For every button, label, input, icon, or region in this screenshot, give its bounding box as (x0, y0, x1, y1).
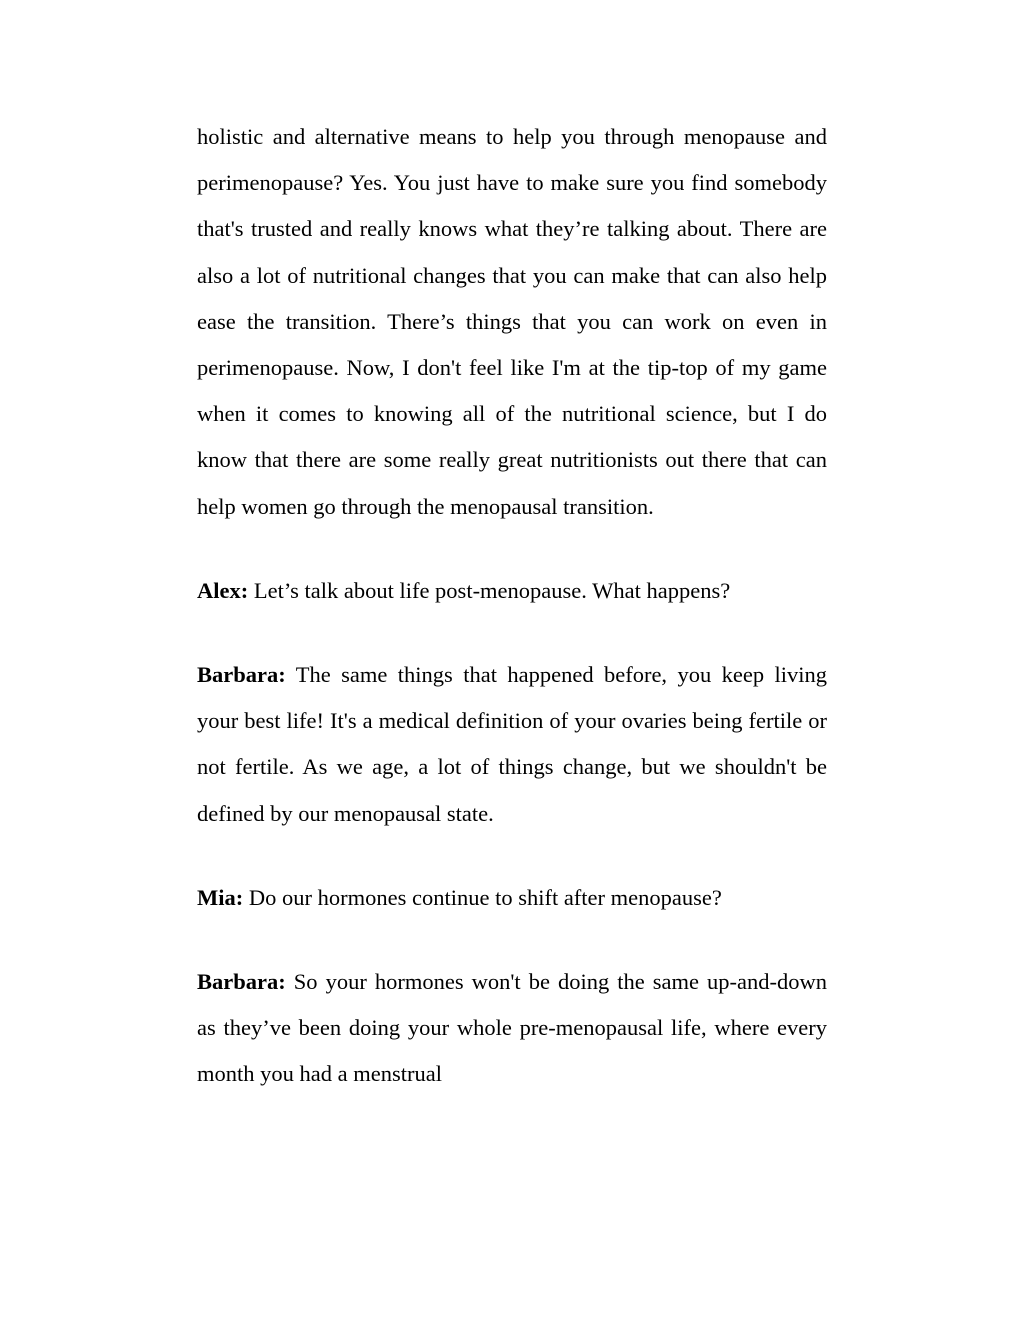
paragraph-text: holistic and alternative means to help you through menopause and perimenopause? Yes. You just have to make sure you find somebody that's trusted and really knows what they’re talking about. There are also a lot of nutritional changes that you can make that can also help ease the transition. There’s things that you can work on even in perimenopause. Now, I don't feel like I'm at the tip-top of my game when it comes to knowing all of the nutritional science, but I do know that there are some really great nutritionists out there that can help women go through the menopausal transition. (197, 124, 827, 519)
dialogue-paragraph-barbara (197, 959, 827, 1098)
paragraph-text: Let’s talk about life post-menopause. What happens? (253, 577, 731, 603)
dialogue-paragraph-alex (197, 568, 827, 614)
dialogue-paragraph-mia (197, 875, 827, 921)
document-page (197, 114, 827, 1098)
speaker-name: Alex: (197, 577, 249, 603)
paragraph-text: So your hormones won't be doing the same up-and-down as they’ve been doing your whole pre-menopausal life, where every month you had a menstrual (197, 969, 827, 1087)
paragraph-continuation (197, 114, 827, 530)
speaker-name: Barbara: (197, 969, 286, 995)
paragraph-text: Do our hormones continue to shift after menopause? (248, 884, 722, 910)
dialogue-paragraph-barbara (197, 652, 827, 837)
speaker-name: Barbara: (197, 662, 286, 688)
speaker-name: Mia: (197, 884, 244, 910)
paragraph-text: The same things that happened before, you keep living your best life! It's a medical definition of your ovaries being fertile or not fertile. As we age, a lot of things change, but we shouldn't be defined by our menopausal state. (197, 662, 828, 826)
